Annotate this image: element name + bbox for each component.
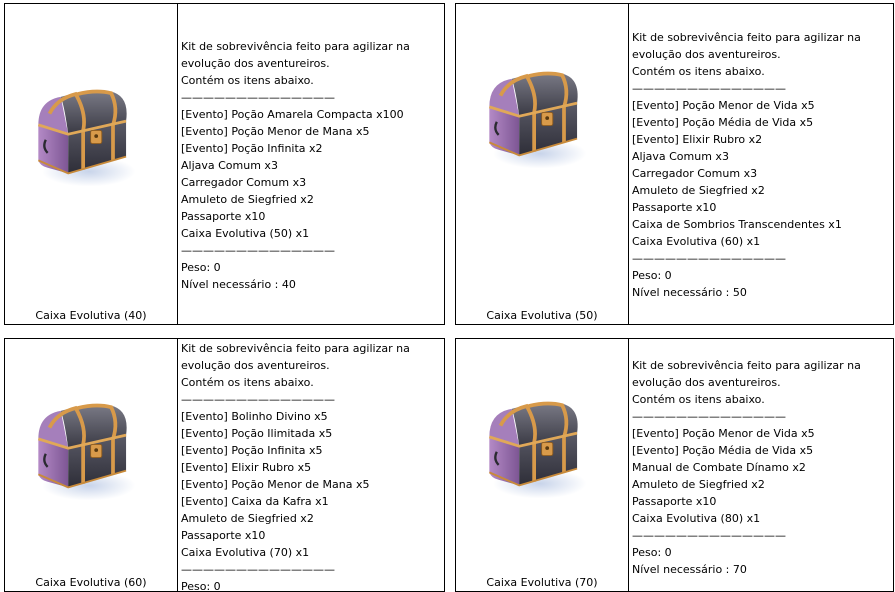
level-required-line: Nível necessário : 70 <box>632 563 747 576</box>
weight-line: Peso: 0 <box>181 580 221 592</box>
separator-line: —————————————— <box>181 91 335 104</box>
description-line: Contém os itens abaixo. <box>632 65 765 78</box>
item-entry: Amuleto de Siegfried x2 <box>181 512 314 525</box>
separator-line: —————————————— <box>632 252 786 265</box>
item-entry: Manual de Combate Dínamo x2 <box>632 461 806 474</box>
item-entry: Caixa Evolutiva (60) x1 <box>632 235 761 248</box>
item-entry: [Evento] Elixir Rubro x2 <box>632 133 763 146</box>
separator-line: —————————————— <box>181 393 335 406</box>
weight-line: Peso: 0 <box>181 261 221 274</box>
item-card-1 <box>4 3 445 325</box>
item-caption: Caixa Evolutiva (50) <box>486 309 598 322</box>
item-image-cell <box>456 4 629 324</box>
item-entry: Amuleto de Siegfried x2 <box>181 193 314 206</box>
item-entry: Passaporte x10 <box>632 495 717 508</box>
item-entry: Caixa Evolutiva (80) x1 <box>632 512 761 525</box>
item-entry: Passaporte x10 <box>632 201 717 214</box>
description-line: Contém os itens abaixo. <box>181 376 314 389</box>
description-line: Kit de sobrevivência feito para agilizar na <box>632 359 861 372</box>
item-description-cell <box>178 4 444 324</box>
item-entry: Passaporte x10 <box>181 210 266 223</box>
item-card-4 <box>455 338 894 592</box>
item-entry: [Evento] Poção Amarela Compacta x100 <box>181 108 404 121</box>
item-card-2 <box>455 3 894 325</box>
level-required-line: Nível necessário : 40 <box>181 278 296 291</box>
item-entry: Caixa de Sombrios Transcendentes x1 <box>632 218 842 231</box>
item-entry: [Evento] Poção Infinita x5 <box>181 444 323 457</box>
description-line: Contém os itens abaixo. <box>632 393 765 406</box>
weight-line: Peso: 0 <box>632 269 672 282</box>
separator-line: —————————————— <box>181 244 335 257</box>
description-line: evolução dos aventureiros. <box>181 359 330 372</box>
item-image-cell <box>456 339 629 591</box>
separator-line: —————————————— <box>632 410 786 423</box>
item-caption: Caixa Evolutiva (60) <box>35 576 147 589</box>
weight-line: Peso: 0 <box>632 546 672 559</box>
item-caption: Caixa Evolutiva (70) <box>486 576 598 589</box>
item-entry: [Evento] Caixa da Kafra x1 <box>181 495 329 508</box>
item-entry: [Evento] Poção Menor de Mana x5 <box>181 478 370 491</box>
level-required-line: Nível necessário : 50 <box>632 286 747 299</box>
item-entry: Passaporte x10 <box>181 529 266 542</box>
treasure-chest-icon <box>29 82 141 192</box>
item-caption: Caixa Evolutiva (40) <box>35 309 147 322</box>
description-line: evolução dos aventureiros. <box>181 57 330 70</box>
item-entry: Aljava Comum x3 <box>632 150 729 163</box>
item-entry: Carregador Comum x3 <box>181 176 307 189</box>
item-description-cell <box>629 4 893 324</box>
item-description-cell <box>629 339 893 591</box>
item-description <box>181 38 442 293</box>
item-entry: Amuleto de Siegfried x2 <box>632 478 765 491</box>
description-line: evolução dos aventureiros. <box>632 48 781 61</box>
item-card-3 <box>4 338 445 592</box>
item-entry: Amuleto de Siegfried x2 <box>632 184 765 197</box>
description-line: Contém os itens abaixo. <box>181 74 314 87</box>
item-entry: [Evento] Poção Infinita x2 <box>181 142 323 155</box>
separator-line: —————————————— <box>632 82 786 95</box>
description-line: Kit de sobrevivência feito para agilizar na <box>181 342 410 355</box>
description-line: evolução dos aventureiros. <box>632 376 781 389</box>
item-description <box>632 357 891 578</box>
item-entry: [Evento] Poção Menor de Mana x5 <box>181 125 370 138</box>
item-entry: [Evento] Poção Média de Vida x5 <box>632 116 814 129</box>
description-line: Kit de sobrevivência feito para agilizar na <box>181 40 410 53</box>
item-entry: [Evento] Poção Média de Vida x5 <box>632 444 814 457</box>
treasure-chest-icon <box>480 64 592 174</box>
separator-line: —————————————— <box>181 563 335 576</box>
item-entry: [Evento] Bolinho Divino x5 <box>181 410 328 423</box>
item-image-cell <box>5 4 178 324</box>
item-image-cell <box>5 339 178 591</box>
item-description <box>181 340 442 592</box>
item-entry: Caixa Evolutiva (70) x1 <box>181 546 310 559</box>
separator-line: —————————————— <box>632 529 786 542</box>
description-line: Kit de sobrevivência feito para agilizar na <box>632 31 861 44</box>
item-entry: Caixa Evolutiva (50) x1 <box>181 227 310 240</box>
item-description-cell <box>178 339 444 591</box>
item-entry: Aljava Comum x3 <box>181 159 278 172</box>
item-entry: [Evento] Elixir Rubro x5 <box>181 461 312 474</box>
item-entry: [Evento] Poção Ilimitada x5 <box>181 427 333 440</box>
item-entry: Carregador Comum x3 <box>632 167 758 180</box>
item-entry: [Evento] Poção Menor de Vida x5 <box>632 427 815 440</box>
item-entry: [Evento] Poção Menor de Vida x5 <box>632 99 815 112</box>
treasure-chest-icon <box>29 396 141 506</box>
item-description <box>632 29 891 301</box>
treasure-chest-icon <box>480 394 592 504</box>
